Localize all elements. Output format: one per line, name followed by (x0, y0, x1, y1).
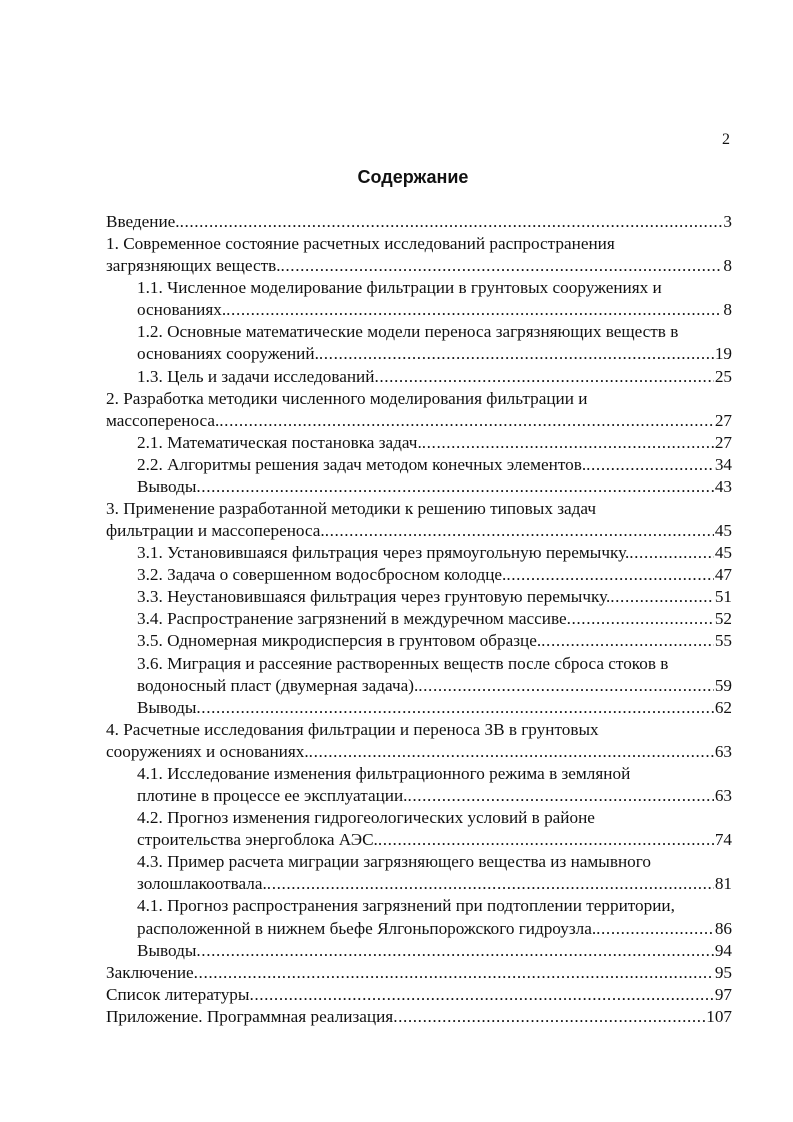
toc-page-number: 3 (723, 212, 732, 231)
toc-page-number: 59 (714, 675, 732, 695)
toc-entry-text: массопереноса. (106, 410, 220, 430)
dot-leader (267, 873, 714, 895)
toc-entry-text: 3.1. Установившаяся фильтрация через прямоугольную перемычку. (137, 543, 630, 563)
dot-leader (378, 829, 714, 851)
toc-entry[interactable] (106, 895, 732, 939)
toc-page-number: 8 (723, 300, 732, 320)
toc-page-number: 19 (714, 344, 732, 364)
dot-leader (407, 785, 713, 807)
toc-entry-text: 3.5. Одномерная микродисперсия в грунтовом образце. (137, 631, 542, 651)
toc-entry[interactable] (106, 366, 732, 388)
dot-leader (196, 697, 713, 719)
toc-entry-text: 2. Разработка методики численного моделирования фильтрации и (106, 388, 588, 408)
toc-entry-text: основаниях сооружений. (137, 344, 319, 364)
toc-entry-text: Выводы (137, 697, 197, 717)
toc-page-number: 86 (714, 918, 732, 938)
dot-leader (226, 299, 722, 321)
toc-entry-text: 4.1. Исследование изменения фильтрационного режима в земляной (137, 763, 631, 783)
toc-page-number: 94 (714, 940, 732, 960)
dot-leader (196, 940, 713, 962)
toc-entry[interactable] (106, 962, 732, 984)
toc-entry[interactable] (106, 321, 732, 365)
toc-entry-text: фильтрации и массопереноса. (106, 521, 325, 541)
toc-entry[interactable] (106, 233, 732, 277)
toc-entry[interactable] (106, 542, 732, 564)
toc-page-number: 51 (714, 587, 732, 607)
toc-entry[interactable] (106, 697, 732, 719)
toc-page-number: 63 (714, 786, 732, 806)
page-title: Содержание (357, 167, 469, 187)
dot-leader (196, 476, 713, 498)
toc-entry[interactable] (106, 1006, 732, 1028)
toc-entry-text: основаниях. (137, 300, 227, 320)
dot-leader (422, 432, 714, 454)
toc-entry-text: 3. Применение разработанной методики к решению типовых задач (106, 499, 596, 519)
dot-leader (374, 366, 713, 388)
toc-entry-text: 2.1. Математическая постановка задач. (137, 432, 422, 452)
toc-entry[interactable] (106, 851, 732, 895)
toc-page-number: 25 (714, 366, 732, 386)
toc-page-number: 62 (714, 697, 732, 717)
dot-leader (219, 410, 714, 432)
dot-leader (541, 630, 714, 652)
toc-entry[interactable] (106, 807, 732, 851)
dot-leader (319, 343, 714, 365)
dot-leader (586, 454, 714, 476)
toc-page-number: 55 (714, 631, 732, 651)
dot-leader (309, 741, 714, 763)
toc-entry[interactable] (106, 719, 732, 763)
toc-entry[interactable] (106, 277, 732, 321)
toc-page-number: 45 (714, 543, 732, 563)
toc-entry-text: золошлакоотвала. (137, 874, 267, 894)
toc-entry-text: 1. Современное состояние расчетных исследований распространения (106, 234, 615, 254)
toc-entry-text: Введение. (106, 212, 180, 231)
dot-leader (194, 962, 714, 984)
toc-entry-text: Заключение (106, 962, 194, 982)
toc-entry[interactable] (106, 432, 732, 454)
toc-page-number: 45 (714, 521, 732, 541)
toc-page-number: 74 (714, 830, 732, 850)
dot-leader (281, 255, 723, 277)
page-number: 2 (722, 131, 730, 148)
toc-entry[interactable] (106, 984, 732, 1006)
dot-leader (596, 918, 714, 940)
toc-page-number: 27 (714, 432, 732, 452)
dot-leader (629, 542, 714, 564)
toc-entry-text: 4. Расчетные исследования фильтрации и переноса ЗВ в грунтовых (106, 719, 599, 739)
toc-entry[interactable] (106, 586, 732, 608)
toc-page-number: 34 (714, 454, 732, 474)
toc-page-number: 52 (714, 609, 732, 629)
dot-leader (567, 608, 714, 630)
toc-page-number: 97 (714, 984, 732, 1004)
toc-page-number: 107 (706, 1006, 732, 1026)
toc-page-number: 81 (714, 874, 732, 894)
toc-entry-text: 1.1. Численное моделирование фильтрации в грунтовых сооружениях и (137, 278, 662, 298)
toc-entry-text: 2.2. Алгоритмы решения задач методом конечных элементов. (137, 454, 587, 474)
toc-page-number: 63 (714, 741, 732, 761)
toc-entry-text: 3.4. Распространение загрязнений в междуречном массиве (137, 609, 567, 629)
toc-page-number: 47 (714, 565, 732, 585)
dot-leader (418, 675, 714, 697)
toc-entry[interactable] (106, 630, 732, 652)
toc-page-number: 8 (723, 256, 732, 276)
toc-page-number: 27 (714, 410, 732, 430)
toc-entry-text: 4.1. Прогноз распространения загрязнений при подтоплении территории, (137, 896, 675, 916)
toc-entry[interactable] (106, 498, 732, 542)
toc-entry[interactable] (106, 763, 732, 807)
toc-entry-text: 3.3. Неустановившаяся фильтрация через грунтовую перемычку. (137, 587, 611, 607)
dot-leader (610, 586, 714, 608)
toc-entry-text: 3.6. Миграция и рассеяние растворенных веществ после сброса стоков в (137, 653, 669, 673)
toc-entry-text: 1.2. Основные математические модели переноса загрязняющих веществ в (137, 322, 679, 342)
toc-entry-text: загрязняющих веществ. (106, 256, 281, 276)
toc-entry-text: плотине в процессе ее эксплуатации. (137, 786, 408, 806)
toc-entry-text: Приложение. Программная реализация (106, 1006, 394, 1026)
dot-leader (506, 564, 713, 586)
toc-entry[interactable] (106, 564, 732, 586)
table-of-contents (106, 211, 732, 1028)
dot-leader (180, 211, 723, 233)
dot-leader (325, 520, 714, 542)
toc-entry[interactable] (106, 211, 732, 233)
toc-page-number: 43 (714, 476, 732, 496)
dot-leader (249, 984, 713, 1006)
toc-entry-text: 4.3. Пример расчета миграции загрязняющего вещества из намывного (137, 852, 651, 872)
toc-entry[interactable] (106, 940, 732, 962)
toc-entry-text: 3.2. Задача о совершенном водосбросном колодце. (137, 565, 507, 585)
toc-entry-text: Выводы (137, 940, 197, 960)
toc-entry[interactable] (106, 454, 732, 476)
toc-entry[interactable] (106, 476, 732, 498)
toc-entry-text: Список литературы (106, 984, 250, 1004)
toc-entry-text: водоносный пласт (двумерная задача). (137, 675, 419, 695)
toc-entry-text: строительства энергоблока АЭС. (137, 830, 378, 850)
toc-entry-text: Выводы (137, 476, 197, 496)
toc-entry-text: расположенной в нижнем бьефе Ялгоньпорожского гидроузла. (137, 918, 597, 938)
toc-entry-text: 1.3. Цель и задачи исследований (137, 366, 375, 386)
toc-entry-text: 4.2. Прогноз изменения гидрогеологических условий в районе (137, 808, 595, 828)
dot-leader (393, 1006, 705, 1028)
toc-page-number: 95 (714, 962, 732, 982)
toc-entry[interactable] (106, 653, 732, 697)
toc-entry[interactable] (106, 608, 732, 630)
toc-entry-text: сооружениях и основаниях. (106, 741, 309, 761)
toc-entry[interactable] (106, 388, 732, 432)
